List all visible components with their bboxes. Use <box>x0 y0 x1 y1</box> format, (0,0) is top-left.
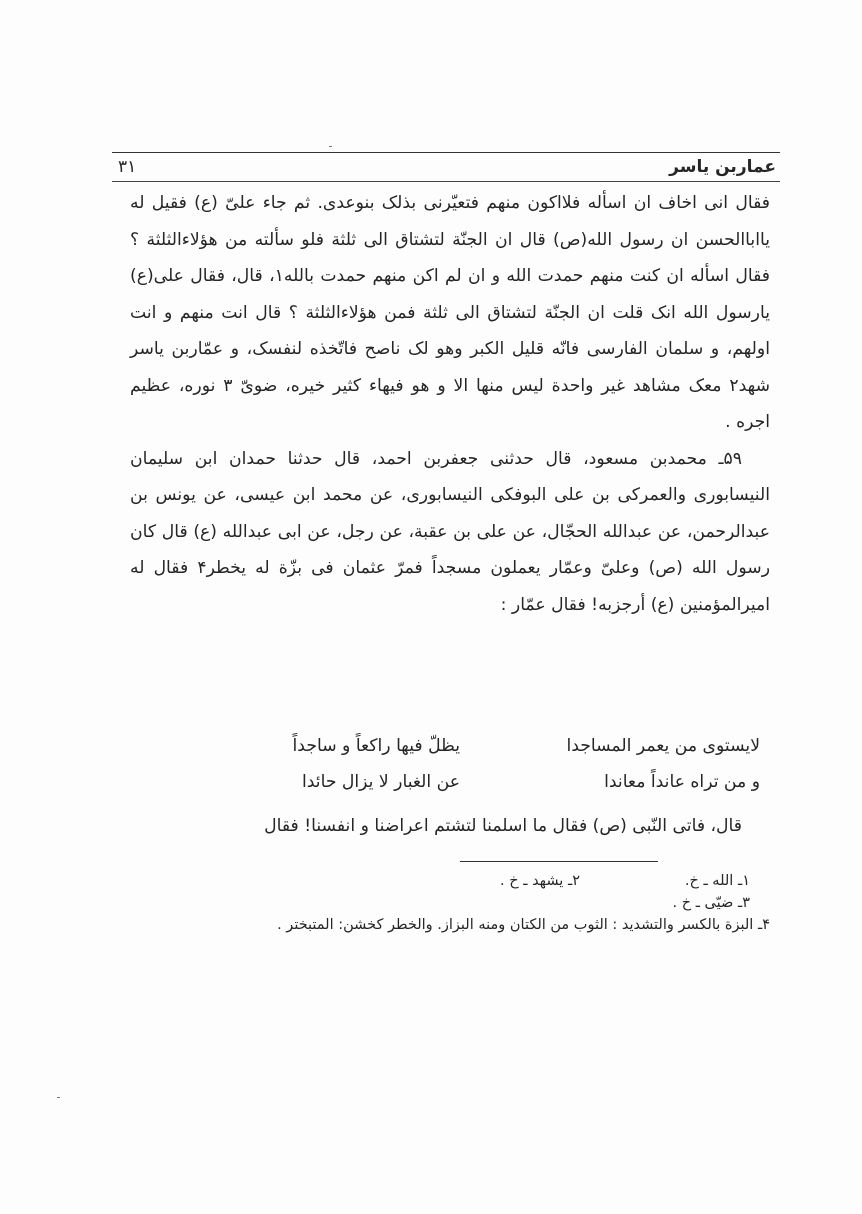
paragraph-1: فقال انی اخاف ان اسأله فلااکون منهم فتعیّرنی بذلک بنوعدی. ثم جاء علیّ (ع) فقیل له یااباالحسن ان رسول الله(ص) قال ان الجنّة لتشتاق الی ثلثة فلو سألته من هؤلاءالثلثة ؟ فقال اسأله ان کنت منهم حمدت الله و ان لم اکن منهم حمدت بالله۱، قال، فقال علی(ع) یارسول الله انک قلت ان الجنّة لتشتاق الی ثلثة فمن هؤلاءالثلثة ؟ قال انت منهم و انت اولهم، و سلمان الفارسی فانّه قلیل الکبر وهو لک ناصح فاتّخذه لنفسک، و عمّاربن یاسر شهد۲ معک مشاهد غیر واحدة لیس منها الا و هو فیهاء کثیر خیره، ضویّ ۳ نوره، عظیم اجره . <box>130 193 771 432</box>
footnote-2: ۲ـ یشهد ـ خ . <box>500 873 580 889</box>
header-bottom-rule <box>112 181 780 182</box>
poem <box>150 728 760 800</box>
scan-speck <box>329 146 332 147</box>
paragraph-after-poem: قال، فاتی النّبی (ص) فقال ما اسلمنا لتشتم اعراضنا و انفسنا! فقال <box>264 816 742 836</box>
header-top-rule <box>112 152 780 153</box>
footnote-separator <box>460 861 658 862</box>
footnote-row-1 <box>130 870 770 892</box>
footnote-4: ۴ـ البزة بالکسر والتشدید : الثوب من الکتان ومنه البزاز. والخطر کخشن: المتبختر . <box>277 917 770 933</box>
verse-1-first-hemistich: لایستوی من یعمر المساجدا <box>566 736 760 756</box>
footnote-1: ۱ـ الله ـ خ. <box>684 873 750 889</box>
verse-2-second-hemistich: عن الغبار لا یزال حائدا <box>302 772 460 792</box>
scan-speck <box>57 1097 60 1098</box>
paragraph-2-hadith-59: ۵۹ـ محمدبن مسعود، قال حدثنی جعفربن احمد، قال حدثنا حمدان ابن سلیمان النیسابوری والعمرکی بن علی البوفکی النیسابوری، عن محمد ابن عیسی، عن یونس بن عبدالرحمن، عن عبدالله الحجّال، عن علی بن عقبة، عن رجل، عن ابی عبدالله (ع) قال کان رسول الله (ص) وعلیّ وعمّار یعملون مسجداً فمرّ عثمان فی بزّة له یخطر۴ فقال له امیرالمؤمنین (ع) أرجزبه! فقال عمّار : <box>130 448 770 615</box>
main-text <box>130 185 770 623</box>
verse-1-second-hemistich: یظلّ فیها راکعاً و ساجداً <box>292 736 460 756</box>
running-title: عماربن یاسر <box>669 157 776 177</box>
verse-2-first-hemistich: و من تراه عانداً معاندا <box>604 772 760 792</box>
page-header <box>112 152 780 182</box>
poem-verse-1 <box>150 728 760 764</box>
poem-verse-2 <box>150 764 760 800</box>
footnotes <box>130 870 770 936</box>
footnote-3: ۳ـ ضیّی ـ خ . <box>672 895 750 911</box>
page-number: ۳۱ <box>118 157 137 177</box>
